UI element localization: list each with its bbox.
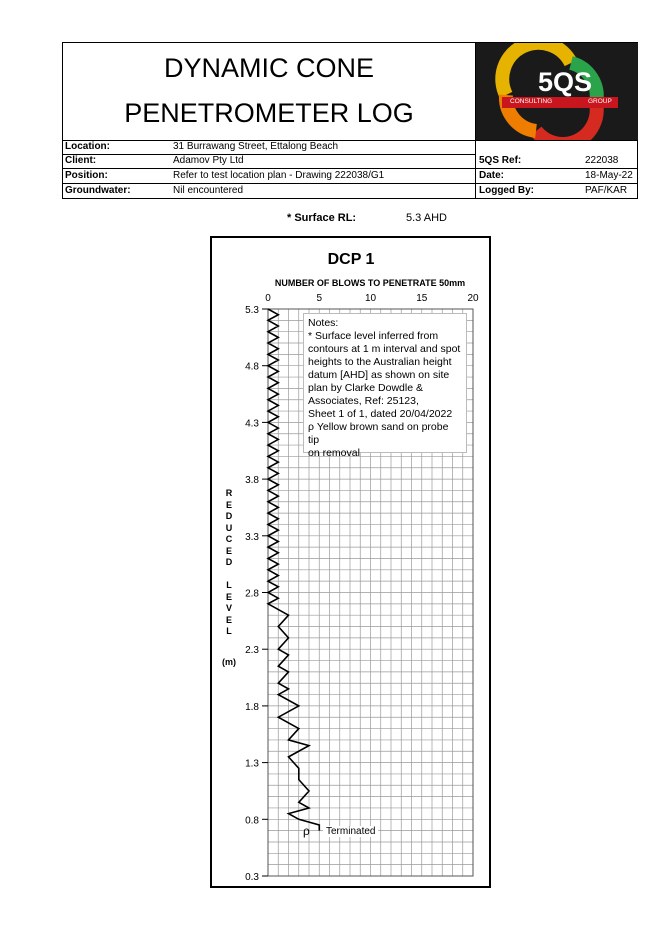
- chart-title: DCP 1: [327, 251, 375, 268]
- y-tick-label: 2.3: [245, 645, 259, 657]
- y-tick-label: 4.8: [245, 361, 259, 373]
- y-tick-label: 5.3: [245, 305, 259, 316]
- surface-rl-label: * Surface RL:: [287, 212, 357, 224]
- ref-label: 5QS Ref:: [479, 155, 522, 166]
- y-axis-label-letter: D: [225, 511, 233, 521]
- y-tick-label: 0.8: [245, 815, 259, 827]
- terminated-label: Terminated: [323, 826, 378, 837]
- notes-heading: Notes:: [308, 317, 339, 329]
- logged-value: PAF/KAR: [585, 185, 628, 196]
- notes-box: [303, 313, 467, 459]
- client-value: Adamov Pty Ltd: [173, 155, 244, 166]
- y-tick-label: 1.8: [245, 701, 259, 713]
- logged-label: Logged By:: [479, 185, 534, 196]
- y-axis-label-letter: L: [226, 580, 232, 590]
- y-axis-label-letter: (m): [222, 657, 236, 667]
- x-tick-label: 10: [364, 293, 377, 304]
- logo-text: 5QS: [538, 67, 593, 97]
- client-label: Client:: [65, 155, 97, 166]
- logo-group: GROUP: [588, 98, 612, 105]
- logo-consulting: CONSULTING: [510, 98, 553, 105]
- y-axis-label-letter: E: [225, 591, 232, 602]
- surface-rl-value: 5.3 AHD: [406, 212, 447, 224]
- rho-marker: ρ: [303, 824, 310, 838]
- location-value: 31 Burrawang Street, Ettalong Beach: [173, 141, 339, 152]
- y-axis-label: [222, 488, 236, 669]
- position-value: Refer to test location plan - Drawing 222038/G1: [173, 170, 385, 181]
- groundwater-label: Groundwater:: [65, 185, 131, 196]
- y-axis-label-letter: V: [225, 603, 232, 613]
- x-tick-label: 5: [316, 293, 323, 304]
- y-axis-label-letter: L: [226, 626, 232, 636]
- date-value: 18-May-22: [585, 170, 633, 181]
- y-tick-label: 1.3: [245, 758, 259, 770]
- y-axis-label-letter: [222, 638, 236, 650]
- x-tick-label: 15: [416, 293, 428, 304]
- y-axis-label-letter: D: [225, 557, 233, 567]
- y-axis-label-letter: C: [225, 534, 233, 544]
- y-tick-label: 3.8: [245, 475, 259, 487]
- y-axis-label-letter: E: [225, 545, 232, 556]
- date-label: Date:: [479, 170, 505, 181]
- y-axis-label-letter: E: [225, 499, 232, 510]
- y-tick-label: 4.3: [245, 418, 259, 430]
- y-tick-label: 2.8: [245, 588, 259, 600]
- note-yellow-sand: ρ Yellow brown sand on probe tip on removal: [308, 421, 449, 459]
- y-tick-label: 0.3: [245, 872, 259, 883]
- location-label: Location:: [65, 141, 110, 152]
- y-axis-label-letter: U: [225, 522, 233, 533]
- y-axis-label-letter: R: [225, 488, 233, 498]
- y-axis-label-letter: [222, 569, 236, 581]
- title-line-2: PENETROMETER LOG: [124, 98, 414, 128]
- note-surface-level: * Surface level inferred from contours at 1 m interval and spot heights to the Australian height datum [AHD] as shown on site plan by Clarke Dowdle & Associates, Ref: 25123, Sheet 1 of 1, dated 20/04/2022: [308, 330, 461, 420]
- x-tick-label: 0: [265, 293, 271, 304]
- y-tick-label: 3.3: [245, 531, 259, 543]
- position-label: Position:: [65, 170, 108, 181]
- groundwater-value: Nil encountered: [173, 185, 244, 196]
- x-axis-label: NUMBER OF BLOWS TO PENETRATE 50mm: [274, 278, 466, 288]
- ref-value: 222038: [585, 155, 619, 166]
- title-line-1: DYNAMIC CONE: [163, 53, 374, 83]
- x-tick-label: 20: [467, 293, 479, 304]
- y-axis-label-letter: E: [225, 614, 232, 625]
